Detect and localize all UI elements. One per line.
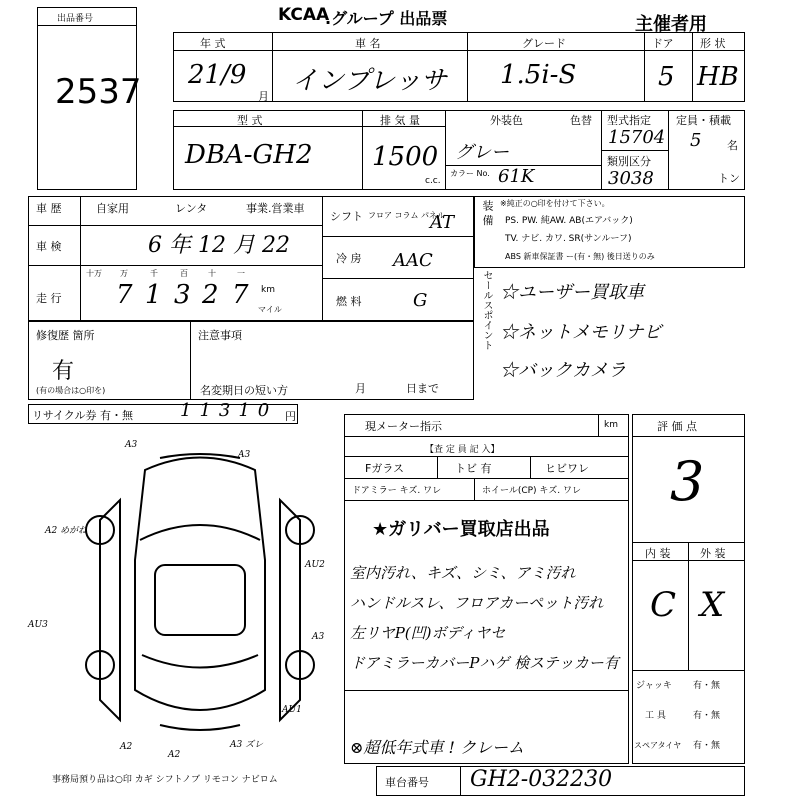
mileage-digit: 7 xyxy=(232,280,249,310)
car-name-value: インプレッサ xyxy=(292,66,447,96)
recycle-unit: 円 xyxy=(285,410,296,423)
history-private: 自家用 xyxy=(96,202,129,215)
history-label: 車 歴 xyxy=(36,202,62,215)
model-label: 型 式 xyxy=(237,114,263,127)
capacity-unit: 名 xyxy=(727,139,738,152)
form-title: .グループ 出品票 xyxy=(325,9,448,28)
expiry-label: 名変期日の短い方 xyxy=(200,384,288,397)
inspector-extra: ⊗超低年式車 ! クレーム xyxy=(350,738,525,757)
damage-label: A2 めがね xyxy=(45,526,88,536)
caution-label: 注意事項 xyxy=(198,329,242,342)
fuel-value: G xyxy=(413,290,428,311)
repair-note: (有の場合は○印を) xyxy=(36,386,106,395)
digit-label: 十万 xyxy=(86,269,102,278)
equipment-line3: ABS 新車保証書 ー(有・無) 後日送りのみ xyxy=(505,252,655,261)
model-value: DBA-GH2 xyxy=(185,140,313,170)
damage-label: A3 xyxy=(312,632,325,642)
tobi-label: トビ 有 xyxy=(455,462,492,475)
mileage-digits xyxy=(82,268,282,318)
jack-label: ジャッキ xyxy=(636,681,672,691)
fuel-label: 燃 料 xyxy=(336,295,362,308)
door-mirror-label: ドアミラー キズ. ワレ xyxy=(352,486,442,496)
digit-label: 十 xyxy=(208,269,216,278)
inspection-value: 6 年 12 月 22 xyxy=(148,233,290,258)
color-change-label: 色替 xyxy=(570,114,592,127)
grade-label: グレード xyxy=(522,37,566,50)
inspection-label: 車 検 xyxy=(36,240,62,253)
interior-score: C xyxy=(650,585,677,625)
door-value: 5 xyxy=(658,62,675,92)
expiry-month: 月 xyxy=(355,382,366,395)
chassis-label: 車台番号 xyxy=(385,776,429,789)
ac-label: 冷 房 xyxy=(336,252,362,265)
interior-label: 内 装 xyxy=(645,547,671,560)
lot-number-label: 出品番号 xyxy=(57,14,94,24)
shift-value: AT xyxy=(430,212,455,233)
shift-options: フロア コラム パネル xyxy=(368,211,446,220)
equipment-line1: PS. PW. 純AW. AB(エアバック) xyxy=(505,216,633,226)
digit-label: 一 xyxy=(237,269,245,278)
inspector-note: 室内汚れ、キズ、シミ、アミ汚れ xyxy=(350,564,576,582)
damage-label: AU1 xyxy=(282,705,302,715)
brand-logo: KCAA xyxy=(278,5,330,25)
recycle-value: 11310 xyxy=(180,400,278,421)
mile-label: マイル xyxy=(258,305,282,314)
year-month-unit: 月 xyxy=(258,90,269,103)
digit-label: 百 xyxy=(180,269,188,278)
expiry-day: 日まで xyxy=(406,382,439,395)
displacement-unit: c.c. xyxy=(425,176,441,186)
inspector-label: 【査 定 員 記 入】 xyxy=(425,445,500,455)
exterior-color-value: グレー xyxy=(455,142,509,163)
inspector-note: ドアミラーカバーPハゲ 検ステッカー有 xyxy=(350,654,619,672)
equipment-label: 装 備 xyxy=(481,200,494,226)
year-value: 21/9 xyxy=(188,60,247,90)
damage-label: A3 xyxy=(238,450,251,460)
mileage-digit: 7 xyxy=(116,280,133,310)
class-label: 類別区分 xyxy=(607,155,651,168)
evaluation-label: 評 価 点 xyxy=(657,420,697,433)
mileage-digit: 3 xyxy=(174,280,191,310)
damage-label: A2 xyxy=(120,742,133,752)
equipment-line2: TV. ナビ. カワ. SR(サンルーフ) xyxy=(505,234,632,244)
type-spec-label: 型式指定 xyxy=(607,114,651,127)
inspector-note: 左リヤP(凹)ボディヤセ xyxy=(350,624,506,642)
spare-value: 有・無 xyxy=(693,741,721,751)
sales-point-label: セールスポイント xyxy=(481,270,492,350)
meter-label: 現メーター指示 xyxy=(365,420,442,433)
digit-label: 万 xyxy=(120,269,128,278)
displacement-value: 1500 xyxy=(372,142,439,172)
gulliver-stamp: ★ガリバー買取店出品 xyxy=(372,519,550,540)
tool-value: 有・無 xyxy=(693,711,721,721)
f-glass-label: Fガラス xyxy=(365,462,404,475)
history-business: 事業.営業車 xyxy=(246,202,305,215)
shift-label: シフト xyxy=(330,210,363,223)
color-code-label: カラー No. xyxy=(450,169,490,178)
exterior-score: X xyxy=(700,585,725,625)
door-label: ドア xyxy=(652,37,674,50)
hibi-label: ヒビワレ xyxy=(545,462,589,475)
recycle-label: リサイクル券 有・無 xyxy=(32,409,133,422)
chassis-value: GH2-032230 xyxy=(470,767,613,792)
inspector-note: ハンドルスレ、フロアカーペット汚れ xyxy=(350,594,604,612)
damage-label: AU3 xyxy=(28,620,48,630)
jack-value: 有・無 xyxy=(693,681,721,691)
tool-label: 工 具 xyxy=(645,711,666,721)
shape-value: HB xyxy=(697,62,739,92)
capacity-value: 5 xyxy=(690,130,702,151)
repair-label: 修復歴 箇所 xyxy=(36,329,95,342)
type-spec-value: 15704 xyxy=(608,127,666,148)
shape-label: 形 状 xyxy=(700,37,726,50)
exterior-color-label: 外装色 xyxy=(490,114,523,127)
organizer-label: 主催者用 xyxy=(635,14,707,35)
mileage-digit: 1 xyxy=(145,280,162,310)
history-rental: レンタ xyxy=(175,202,208,215)
exterior-label: 外 装 xyxy=(700,547,726,560)
sales-point-item: ☆ユーザー買取車 xyxy=(500,282,644,303)
sales-point-item: ☆ネットメモリナビ xyxy=(500,322,662,343)
km-label: km xyxy=(261,285,275,295)
repair-value: 有 xyxy=(52,359,75,384)
spare-label: スペアタイヤ xyxy=(634,741,682,750)
class-value: 3038 xyxy=(608,168,654,189)
damage-label: A3 ズレ xyxy=(230,740,264,750)
evaluation-score: 3 xyxy=(670,450,705,513)
ton-unit: トン xyxy=(718,172,740,185)
mileage-digit: 2 xyxy=(202,280,219,310)
wheel-label: ホイール(CP) キズ. ワレ xyxy=(482,486,581,496)
car-name-label: 車 名 xyxy=(355,37,381,50)
meter-unit: km xyxy=(604,420,618,430)
damage-label: A2 xyxy=(168,750,181,760)
ac-value: AAC xyxy=(393,250,433,271)
office-note: 事務局預り品は○印 カギ シフトノブ リモコン ナビロム xyxy=(52,775,278,785)
grade-value: 1.5i-S xyxy=(500,60,577,90)
color-code-value: 61K xyxy=(498,166,535,187)
capacity-label: 定員・積載 xyxy=(676,114,731,127)
lot-number: 2537 xyxy=(55,72,142,112)
damage-label: AU2 xyxy=(305,560,325,570)
equipment-note: ※純正の○印を付けて下さい。 xyxy=(500,199,610,208)
displacement-label: 排 気 量 xyxy=(380,114,420,127)
mileage-label: 走 行 xyxy=(36,292,62,305)
year-label: 年 式 xyxy=(200,37,226,50)
sales-point-item: ☆バックカメラ xyxy=(500,360,626,381)
damage-label: A3 xyxy=(125,440,138,450)
digit-label: 千 xyxy=(150,269,158,278)
